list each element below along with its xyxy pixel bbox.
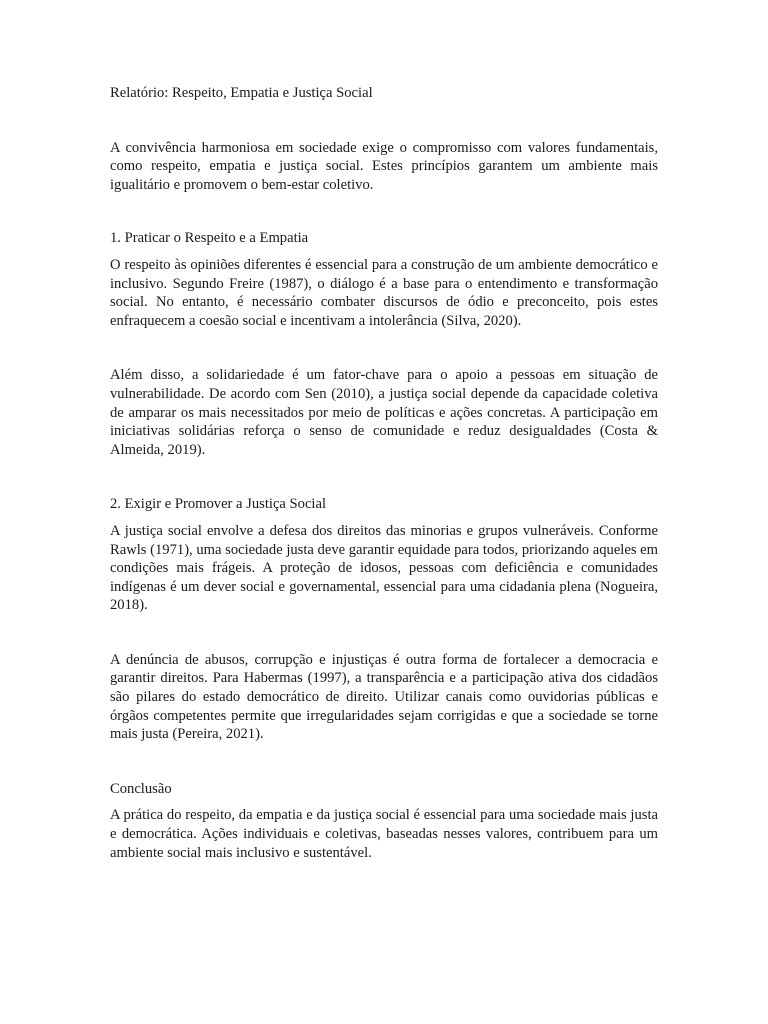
paragraph-conclusao: A prática do respeito, da empatia e da justiça social é essencial para uma sociedade mais justa e democrática. Ações individuais e coletivas, baseadas nesses valores, contribuem para um ambiente social mais inclusivo e sustentável.: [110, 807, 658, 861]
section-heading-justica: 2. Exigir e Promover a Justiça Social: [110, 496, 327, 513]
paragraph-justica-1: A justiça social envolve a defesa dos direitos das minorias e grupos vulneráveis. Conforme Rawls (1971), uma sociedade justa deve garantir equidade para todos, priorizando aqueles em condições mais frágeis. A proteção de idosos, pessoas com deficiência e comunidades indígenas é um dever social e governamental, essencial para uma cidadania plena (Nogueira, 2018).: [110, 522, 658, 614]
paragraph-justica-2: A denúncia de abusos, corrupção e injustiças é outra forma de fortalecer a democracia e garantir direitos. Para Habermas (1997), a transparência e a participação ativa dos cidadãos são pilares do estado democrático de direito. Utilizar canais como ouvidorias públicas e órgãos competentes permite que irregularidades sejam corrigidas e que a sociedade se torne mais justa (Pereira, 2021).: [110, 651, 658, 743]
document-page: [110, 84, 658, 862]
document-title: Relatório: Respeito, Empatia e Justiça Social: [110, 85, 373, 101]
intro-paragraph: A convivência harmoniosa em sociedade exige o compromisso com valores fundamentais, como respeito, empatia e justiça social. Estes princípios garantem um ambiente mais igualitário e promovem o bem-estar coletivo.: [110, 139, 658, 193]
paragraph-respeito-2: Além disso, a solidariedade é um fator-chave para o apoio a pessoas em situação de vulnerabilidade. De acordo com Sen (2010), a justiça social depende da capacidade coletiva de amparar os mais necessitados por meio de políticas e ações concretas. A participação em iniciativas solidárias reforça o senso de comunidade e reduz desigualdades (Costa & Almeida, 2019).: [110, 367, 658, 458]
section-heading-respeito: 1. Praticar o Respeito e a Empatia: [110, 230, 309, 247]
paragraph-respeito-1: O respeito às opiniões diferentes é essencial para a construção de um ambiente democrático e inclusivo. Segundo Freire (1987), o diálogo é a base para o entendimento e transformação social. No entanto, é necessário combater discursos de ódio e preconceito, pois estes enfraquecem a coesão social e incentivam a intolerância (Silva, 2020).: [110, 256, 658, 329]
section-heading-conclusao: Conclusão: [110, 780, 172, 797]
